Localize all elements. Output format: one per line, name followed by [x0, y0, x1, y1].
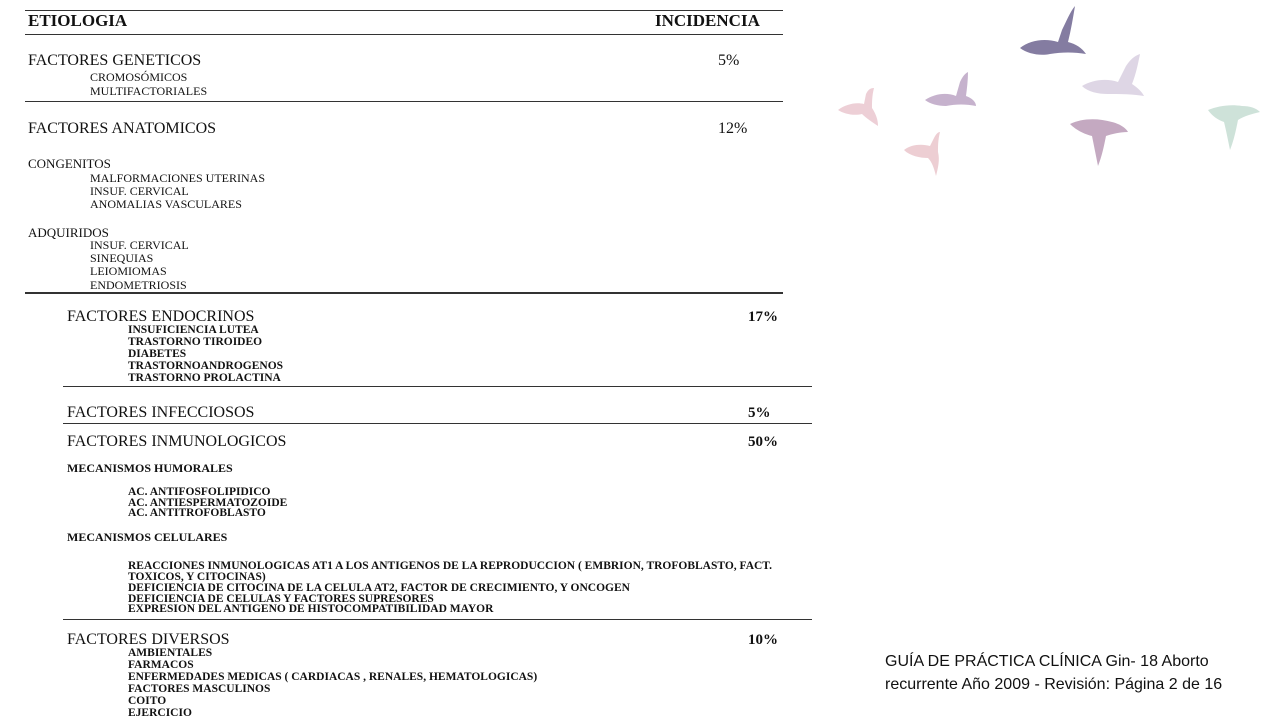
header-rule — [25, 34, 783, 35]
diverse-title: FACTORES DIVERSOS — [67, 631, 230, 648]
acquired-label: ADQUIRIDOS — [28, 225, 109, 240]
bird-icon — [925, 72, 976, 106]
diverse-pct: 10% — [748, 632, 778, 648]
section-rule — [63, 423, 812, 424]
list-item: TRASTORNOANDROGENOS — [128, 360, 284, 372]
infectious-title: FACTORES INFECCIOSOS — [67, 404, 255, 421]
anatomic-pct: 12% — [718, 120, 748, 137]
list-item: AC. ANTIFOSFOLIPIDICO — [128, 486, 271, 498]
list-item: MALFORMACIONES UTERINAS — [90, 171, 266, 185]
congenital-label: CONGENITOS — [28, 156, 111, 171]
immunologic-pct: 50% — [748, 434, 778, 450]
list-item: ANOMALIAS VASCULARES — [90, 197, 242, 211]
infectious-pct: 5% — [748, 405, 771, 421]
bird-icon — [904, 132, 940, 176]
list-item: TOXICOS, Y CITOCINAS) — [128, 571, 266, 583]
cellular-label: MECANISMOS CELULARES — [67, 530, 228, 544]
humoral-label: MECANISMOS HUMORALES — [67, 461, 233, 475]
list-item: CROMOSÓMICOS — [90, 70, 188, 84]
bird-icon — [838, 88, 878, 126]
list-item: MULTIFACTORIALES — [90, 84, 208, 98]
section-rule — [25, 292, 783, 294]
header-incidencia: INCIDENCIA — [655, 11, 760, 30]
section-rule — [63, 386, 812, 387]
page-footer: GUÍA DE PRÁCTICA CLÍNICA Gin- 18 Aborto recurrente Año 2009 - Revisión: Página 2 de 16 — [885, 653, 1223, 693]
list-item: ENFERMEDADES MEDICAS ( CARDIACAS , RENALES, HEMATOLOGICAS) — [128, 671, 538, 683]
bird-icon — [1070, 119, 1128, 166]
endocrine-title: FACTORES ENDOCRINOS — [67, 308, 255, 325]
list-item: TRASTORNO PROLACTINA — [128, 372, 281, 384]
list-item: EJERCICIO — [128, 707, 192, 719]
list-item: DIABETES — [128, 348, 187, 360]
list-item: INSUFICIENCIA LUTEA — [128, 324, 259, 336]
list-item: DEFICIENCIA DE CITOCINA DE LA CELULA AT2, FACTOR DE CRECIMIENTO, Y ONCOGEN — [128, 582, 630, 594]
list-item: REACCIONES INMUNOLOGICAS AT1 A LOS ANTIGENOS DE LA REPRODUCCION ( EMBRION, TROFOBLASTO, FACT. — [128, 560, 772, 572]
section-rule — [25, 101, 783, 102]
genetic-title: FACTORES GENETICOS — [28, 52, 202, 69]
list-item: INSUF. CERVICAL — [90, 238, 189, 252]
list-item: FARMACOS — [128, 659, 194, 671]
list-item: AMBIENTALES — [128, 647, 213, 659]
genetic-pct: 5% — [718, 52, 740, 69]
list-item: TRASTORNO TIROIDEO — [128, 336, 263, 348]
bird-icon — [1208, 105, 1260, 150]
list-item: SINEQUIAS — [90, 251, 154, 265]
header-etiologia: ETIOLOGIA — [28, 11, 128, 30]
endocrine-pct: 17% — [748, 309, 778, 325]
anatomic-title: FACTORES ANATOMICOS — [28, 120, 217, 137]
list-item: INSUF. CERVICAL — [90, 184, 189, 198]
list-item: ENDOMETRIOSIS — [90, 278, 187, 292]
list-item: AC. ANTIESPERMATOZOIDE — [128, 497, 288, 509]
list-item: EXPRESION DEL ANTIGENO DE HISTOCOMPATIBILIDAD MAYOR — [128, 603, 494, 615]
immunologic-title: FACTORES INMUNOLOGICOS — [67, 433, 287, 450]
list-item: COITO — [128, 695, 167, 707]
birds-decoration — [830, 0, 1270, 200]
bird-icon — [1082, 54, 1144, 96]
section-rule — [63, 619, 812, 620]
list-item: AC. ANTITROFOBLASTO — [128, 507, 266, 519]
bird-icon — [1020, 6, 1086, 55]
list-item: FACTORES MASCULINOS — [128, 683, 271, 695]
list-item: LEIOMIOMAS — [90, 264, 167, 278]
list-item: DEFICIENCIA DE CELULAS Y FACTORES SUPRESORES — [128, 593, 434, 605]
